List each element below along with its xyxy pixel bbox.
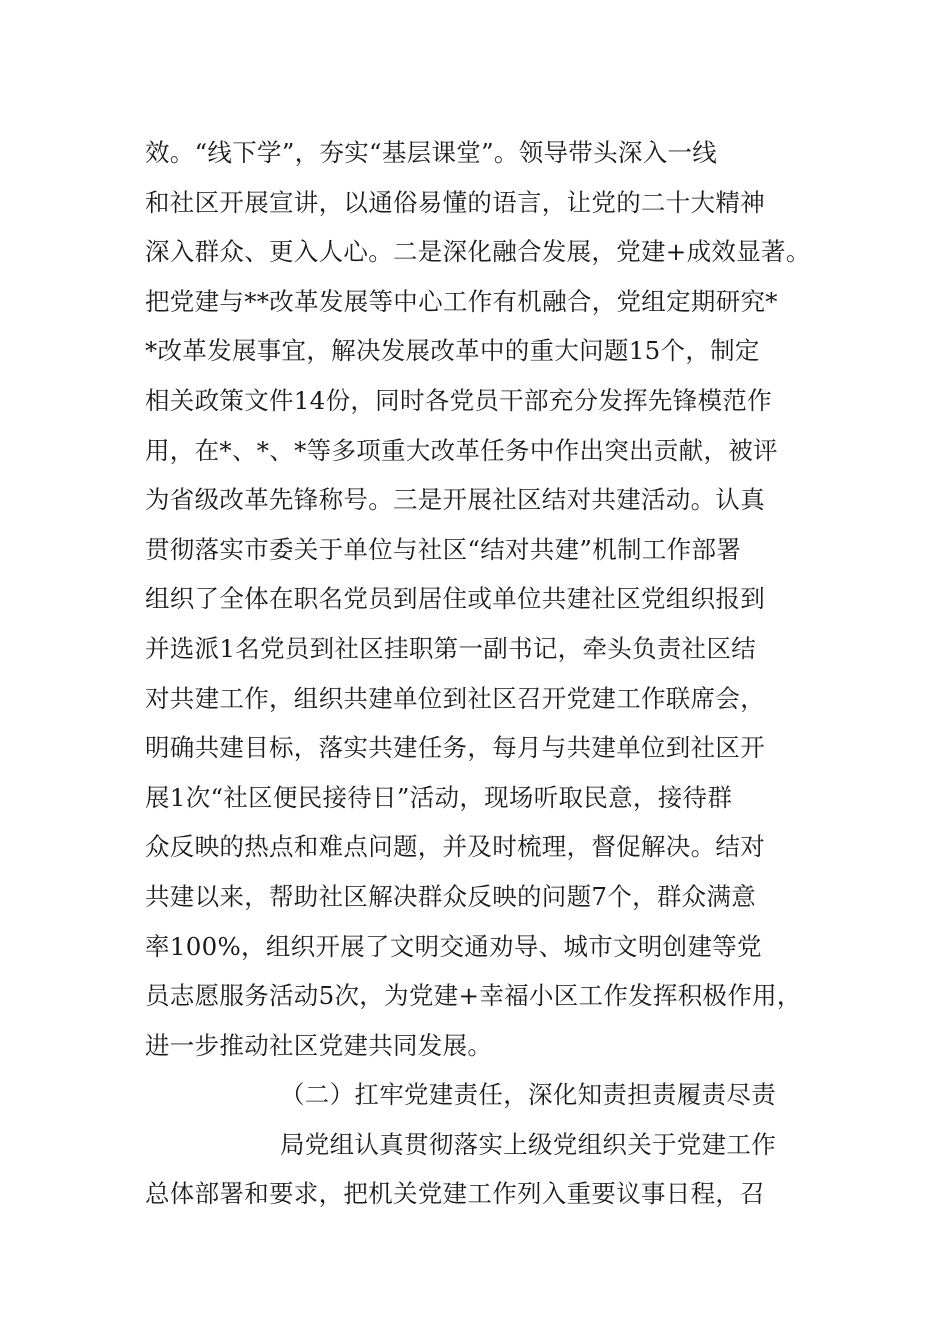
text-line: *改革发展事宜，解决发展改革中的重大问题15个，制定 xyxy=(145,336,760,366)
text-line: 员志愿服务活动5次，为党建+幸福小区工作发挥积极作用， xyxy=(145,981,802,1011)
text-line: 总体部署和要求，把机关党建工作列入重要议事日程，召 xyxy=(145,1179,765,1209)
text-line: 为省级改革先锋称号。三是开展社区结对共建活动。认真 xyxy=(145,485,765,515)
paragraph-first-line: 局党组认真贯彻落实上级党组织关于党建工作 xyxy=(280,1129,776,1159)
text-line: 明确共建目标，落实共建任务，每月与共建单位到社区开 xyxy=(145,733,765,763)
text-line: 贯彻落实市委关于单位与社区“结对共建”机制工作部署 xyxy=(145,534,742,564)
text-line: 和社区开展宣讲，以通俗易懂的语言，让党的二十大精神 xyxy=(145,187,765,217)
section-heading: （二）扛牢党建责任，深化知责担责履责尽责 xyxy=(280,1080,776,1110)
text-line: 进一步推动社区党建共同发展。 xyxy=(145,1030,493,1060)
text-line: 展1次“社区便民接待日”活动，现场听取民意，接待群 xyxy=(145,782,733,812)
text-line: 共建以来，帮助社区解决群众反映的问题7个，群众满意 xyxy=(145,881,757,911)
text-line: 率100%，组织开展了文明交通劝导、城市文明创建等党 xyxy=(145,931,762,961)
text-line: 组织了全体在职名党员到居住或单位共建社区党组织报到 xyxy=(145,584,765,614)
text-line: 用，在*、*、*等多项重大改革任务中作出突出贡献，被评 xyxy=(145,435,778,465)
text-line: 相关政策文件14份，同时各党员干部充分发挥先锋模范作 xyxy=(145,385,772,415)
text-line: 众反映的热点和难点问题，并及时梳理，督促解决。结对 xyxy=(145,832,765,862)
text-line: 深入群众、更入人心。二是深化融合发展，党建+成效显著。 xyxy=(145,237,811,267)
text-line: 对共建工作，组织共建单位到社区召开党建工作联席会， xyxy=(145,683,765,713)
text-line: 把党建与**改革发展等中心工作有机融合，党组定期研究* xyxy=(145,286,778,316)
text-line: 效。“线下学”，夯实“基层课堂”。领导带头深入一线 xyxy=(145,138,718,167)
body-text xyxy=(145,128,845,1219)
text-line: 并选派1名党员到社区挂职第一副书记，牵头负责社区结 xyxy=(145,633,757,663)
